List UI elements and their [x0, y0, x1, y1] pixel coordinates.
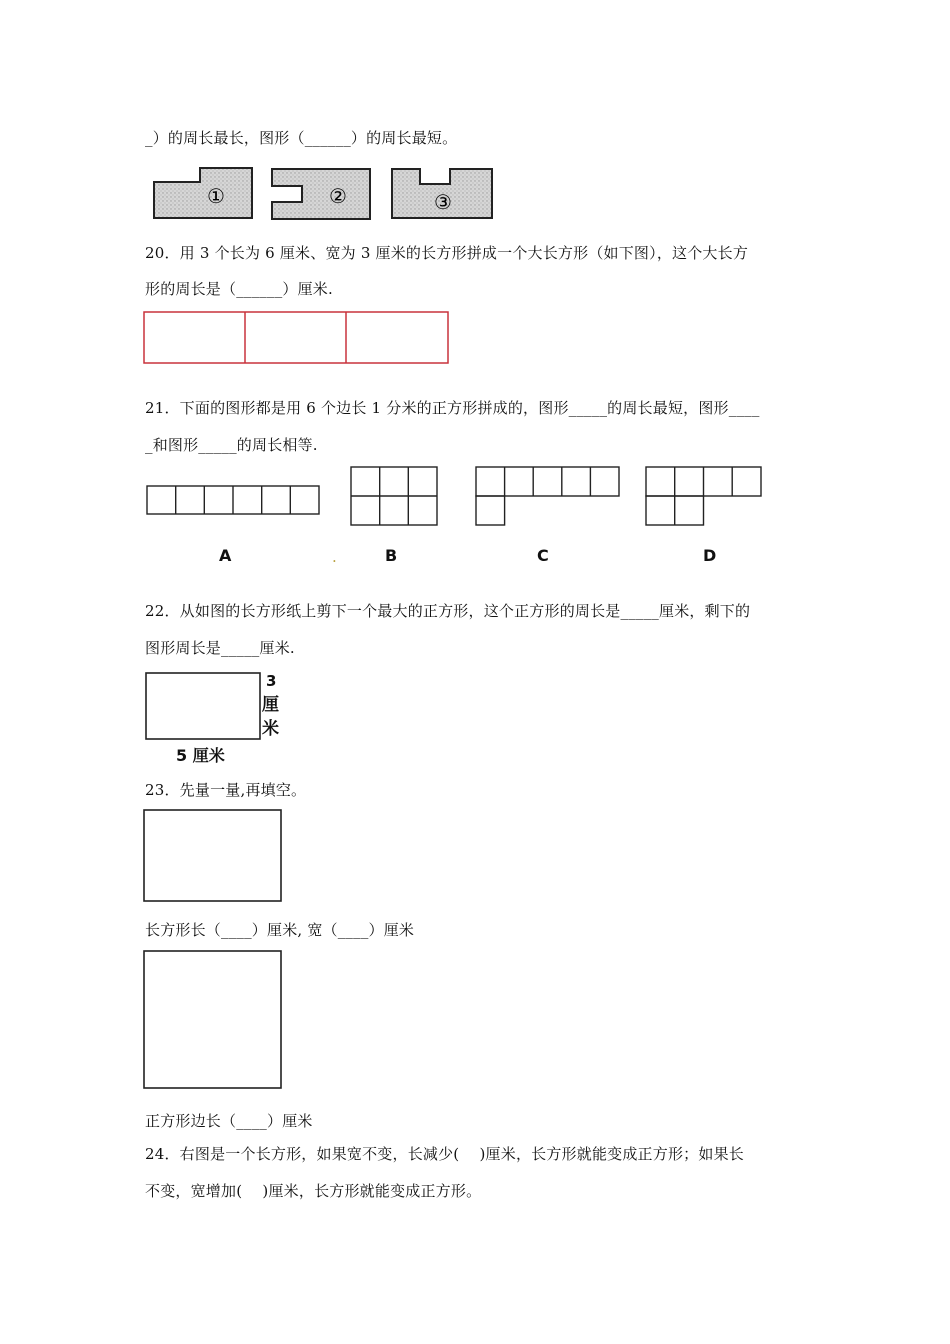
- q24-line1: 24．右图是一个长方形，如果宽不变，长减少( )厘米，长方形就能变成正方形；如果长: [145, 1145, 744, 1163]
- q19-figures: [150, 164, 500, 224]
- q24-line2: 不变，宽增加( )厘米，长方形就能变成正方形。: [145, 1182, 482, 1200]
- q21-line2: _和图形_____的周长相等.: [145, 436, 318, 454]
- shape-1: [154, 168, 252, 218]
- label-a: A: [219, 546, 232, 565]
- q20-rectangles: [143, 311, 449, 364]
- q22-line1: 22．从如图的长方形纸上剪下一个最大的正方形，这个正方形的周长是_____厘米，剩下的: [145, 602, 751, 620]
- q23-rect-text: 长方形长（____）厘米, 宽（____）厘米: [145, 921, 415, 939]
- q23-line1: 23．先量一量,再填空。: [145, 781, 307, 799]
- figure-c: [476, 467, 619, 525]
- q20-line2: 形的周长是（______）厘米.: [145, 280, 333, 298]
- q19-text: _）的周长最长，图形（______）的周长最短。: [145, 129, 458, 147]
- shape-2: [272, 169, 370, 219]
- stray-dot: .: [332, 548, 337, 566]
- shape-2-label: ②: [329, 184, 347, 208]
- side-label-unit1: 厘: [262, 695, 279, 715]
- side-label-unit2: 米: [262, 719, 279, 739]
- label-d: D: [703, 546, 717, 565]
- figure-a: [147, 486, 319, 514]
- figure-b: [351, 467, 437, 525]
- q23-square-text: 正方形边长（____）厘米: [145, 1112, 313, 1130]
- q20-line1: 20．用 3 个长为 6 厘米、宽为 3 厘米的长方形拼成一个大长方形（如下图），这个大长方: [145, 244, 749, 262]
- q22-line2: 图形周长是_____厘米.: [145, 639, 295, 657]
- shape-3-label: ③: [434, 190, 452, 214]
- label-b: B: [385, 546, 398, 565]
- q21-line1: 21．下面的图形都是用 6 个边长 1 分米的正方形拼成的，图形_____的周长最短，图形____: [145, 399, 760, 417]
- figure-d: [646, 467, 761, 525]
- side-label-num: 3: [266, 672, 277, 690]
- q23-square: [143, 950, 282, 1089]
- q23-rectangle: [143, 809, 282, 902]
- label-c: C: [537, 546, 549, 565]
- bottom-label: 5 厘米: [176, 746, 225, 765]
- q21-figures: [146, 466, 766, 528]
- q22-rectangle: [145, 672, 261, 740]
- shape-1-label: ①: [207, 184, 225, 208]
